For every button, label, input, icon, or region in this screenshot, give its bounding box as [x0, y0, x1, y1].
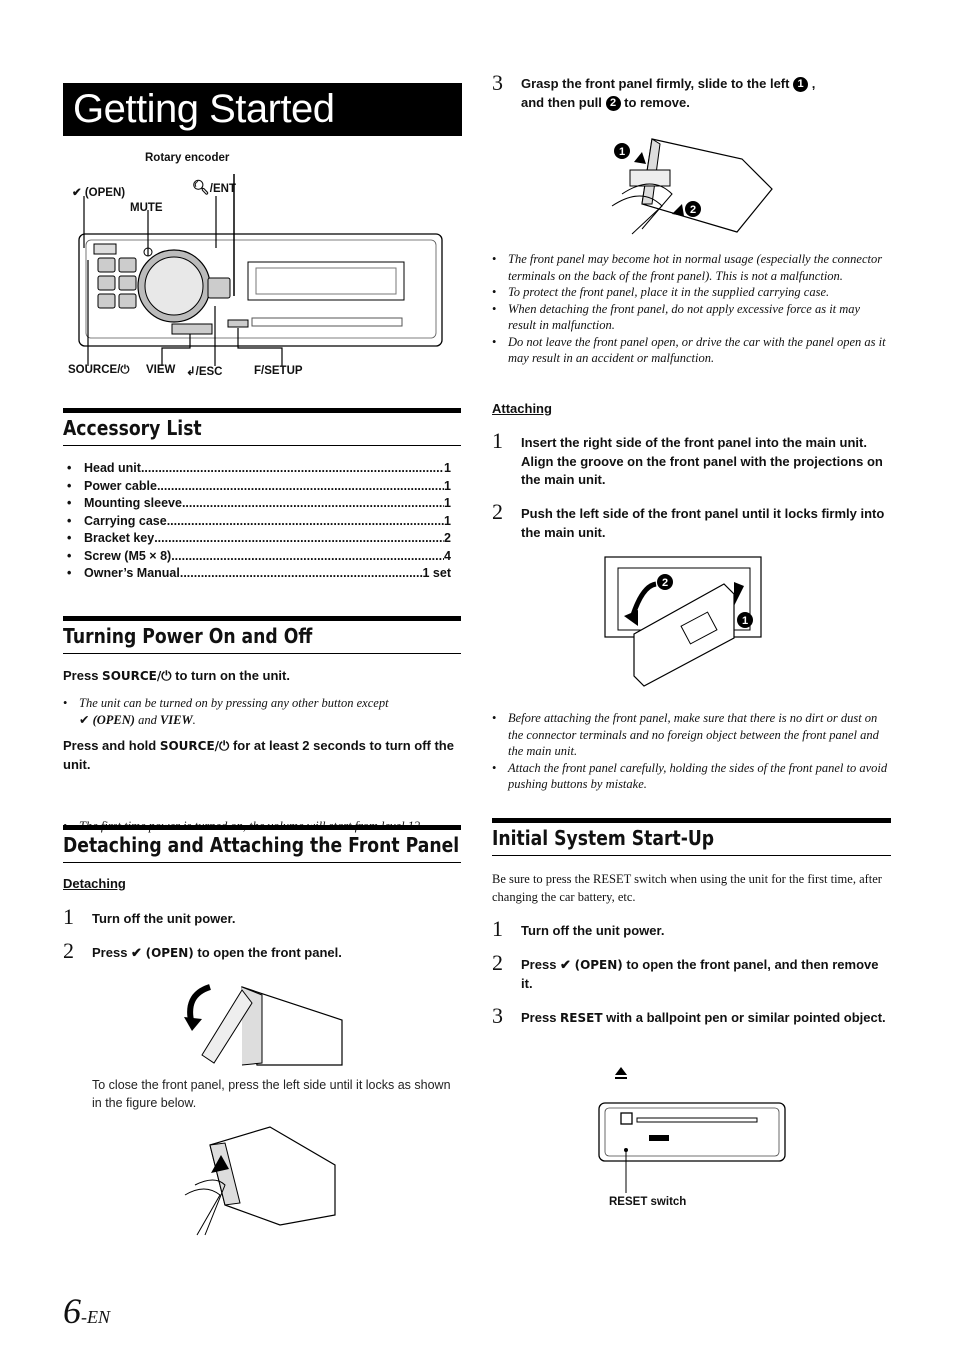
svg-text:1: 1	[741, 615, 749, 627]
list-item: • Do not leave the front panel open, or drive the car with the panel open as it may result in an accident or malfunction.	[492, 334, 888, 367]
attach-step-2: Push the left side of the front panel until it locks firmly into the main unit.	[521, 506, 885, 540]
attach-notes	[492, 710, 890, 793]
step-number: 3	[492, 1003, 503, 1028]
back-arrow-icon: ↲	[186, 366, 196, 378]
accessory-heading: Accessory List	[63, 408, 461, 446]
list-item: • When detaching the front panel, do not apply excessive force as it may result in malfunction.	[492, 301, 888, 334]
accessory-list	[67, 460, 451, 583]
reset-switch-label: RESET switch	[609, 1196, 687, 1208]
step-number: 1	[492, 428, 503, 453]
power-off-instruction: Press and hold SOURCE/⏻ for at least 2 seconds to turn off the unit.	[63, 738, 454, 772]
list-item: • Mounting sleeve ..... 1	[67, 495, 451, 513]
step-circle-2: 2	[606, 96, 621, 111]
power-note-2: • The first time power is turned on, the volume will start from level 12.	[63, 818, 477, 835]
reset-switch-illustration	[597, 1065, 787, 1160]
list-item: • Screw (M5 × 8) ..... 4	[67, 548, 451, 566]
step-number: 2	[492, 499, 503, 524]
close-panel-illustration	[185, 1125, 345, 1235]
label-open: ✔︎ (OPEN)	[72, 187, 126, 199]
svg-text:2: 2	[661, 577, 669, 589]
label-source: SOURCE/⏻	[68, 364, 130, 376]
open-icon: ✔︎	[72, 187, 82, 199]
list-item: • Head unit ..... 1	[67, 460, 451, 478]
list-item: • Before attaching the front panel, make sure that there is no dirt or dust on the connector terminals and no foreign object between the front panel and the main unit.	[492, 710, 890, 760]
label-view: VIEW	[146, 364, 176, 376]
search-icon: 🔍︎	[192, 179, 210, 195]
initial-heading: Initial System Start-Up	[492, 818, 891, 856]
list-item: • Owner’s Manual ..... 1 set	[67, 565, 451, 583]
open-icon: ✔︎	[560, 957, 571, 972]
initial-step-1: Turn off the unit power.	[521, 923, 665, 938]
step-number: 2	[63, 938, 74, 963]
label-rotary-encoder: Rotary encoder	[145, 152, 230, 164]
initial-step-2: Press ✔︎ (OPEN) to open the front panel, and then remove it.	[521, 957, 879, 991]
remove-panel-illustration	[612, 134, 777, 234]
power-note-1: • The unit can be turned on by pressing any other button except ✔︎ (OPEN) and VIEW.	[63, 695, 469, 728]
close-panel-note: To close the front panel, press the left side until it locks as shown in the figure below.	[92, 1078, 451, 1110]
detaching-subheading: Detaching	[63, 876, 126, 891]
detach-step-2: Press ✔︎ (OPEN) to open the front panel.	[92, 945, 342, 960]
initial-intro: Be sure to press the RESET switch when using the unit for the first time, after changing the car battery, etc.	[492, 872, 882, 904]
page-title: Getting Started	[63, 83, 462, 136]
detach-notes	[492, 251, 888, 367]
list-item: • Bracket key ..... 2	[67, 530, 451, 548]
initial-step-3: Press RESET with a ballpoint pen or similar pointed object.	[521, 1010, 886, 1025]
power-on-instruction: Press SOURCE/⏻ to turn on the unit.	[63, 668, 290, 683]
attach-panel-illustration	[604, 556, 764, 691]
list-item: • Carrying case ..... 1	[67, 513, 451, 531]
detach-heading: Detaching and Attaching the Front Panel	[63, 825, 461, 863]
attach-step-1: Insert the right side of the front panel into the main unit. Align the groove on the front panel with the projections on the main unit.	[521, 435, 883, 487]
step-number: 2	[492, 950, 503, 975]
power-heading: Turning Power On and Off	[63, 616, 461, 654]
open-icon: ✔︎	[131, 945, 142, 960]
list-item: • The front panel may become hot in normal usage (especially the connector terminals on the back of the front panel). This is not a malfunction.	[492, 251, 888, 284]
head-unit-drawing	[62, 148, 462, 388]
step-circle-1: 1	[793, 77, 808, 92]
label-esc: ↲/ESC	[186, 366, 223, 378]
list-item: • To protect the front panel, place it in the supplied carrying case.	[492, 284, 888, 301]
open-panel-illustration	[182, 975, 352, 1070]
open-icon: ✔︎	[79, 712, 90, 727]
step-number: 1	[63, 904, 74, 929]
head-unit-diagram	[62, 148, 462, 388]
detach-step-1: Turn off the unit power.	[92, 911, 236, 926]
list-item: • Power cable ..... 1	[67, 478, 451, 496]
step-number: 3	[492, 70, 503, 95]
attaching-subheading: Attaching	[492, 401, 552, 416]
label-fsetup: F/SETUP	[254, 365, 303, 377]
step-number: 1	[492, 916, 503, 941]
power-icon: ⏻	[161, 668, 172, 683]
page-number: 6-EN	[63, 1291, 110, 1331]
svg-text:2: 2	[689, 204, 697, 216]
label-search-ent: 🔍︎/ENT	[192, 179, 236, 195]
power-icon: ⏻	[219, 738, 230, 753]
svg-text:1: 1	[618, 146, 626, 158]
label-mute: MUTE	[130, 202, 163, 214]
power-icon: ⏻	[120, 364, 130, 376]
list-item: • Attach the front panel carefully, holding the sides of the front panel to avoid pushing buttons by mistake.	[492, 760, 890, 793]
detach-step-3: Grasp the front panel firmly, slide to the left 1 , and then pull 2 to remove.	[521, 76, 816, 110]
